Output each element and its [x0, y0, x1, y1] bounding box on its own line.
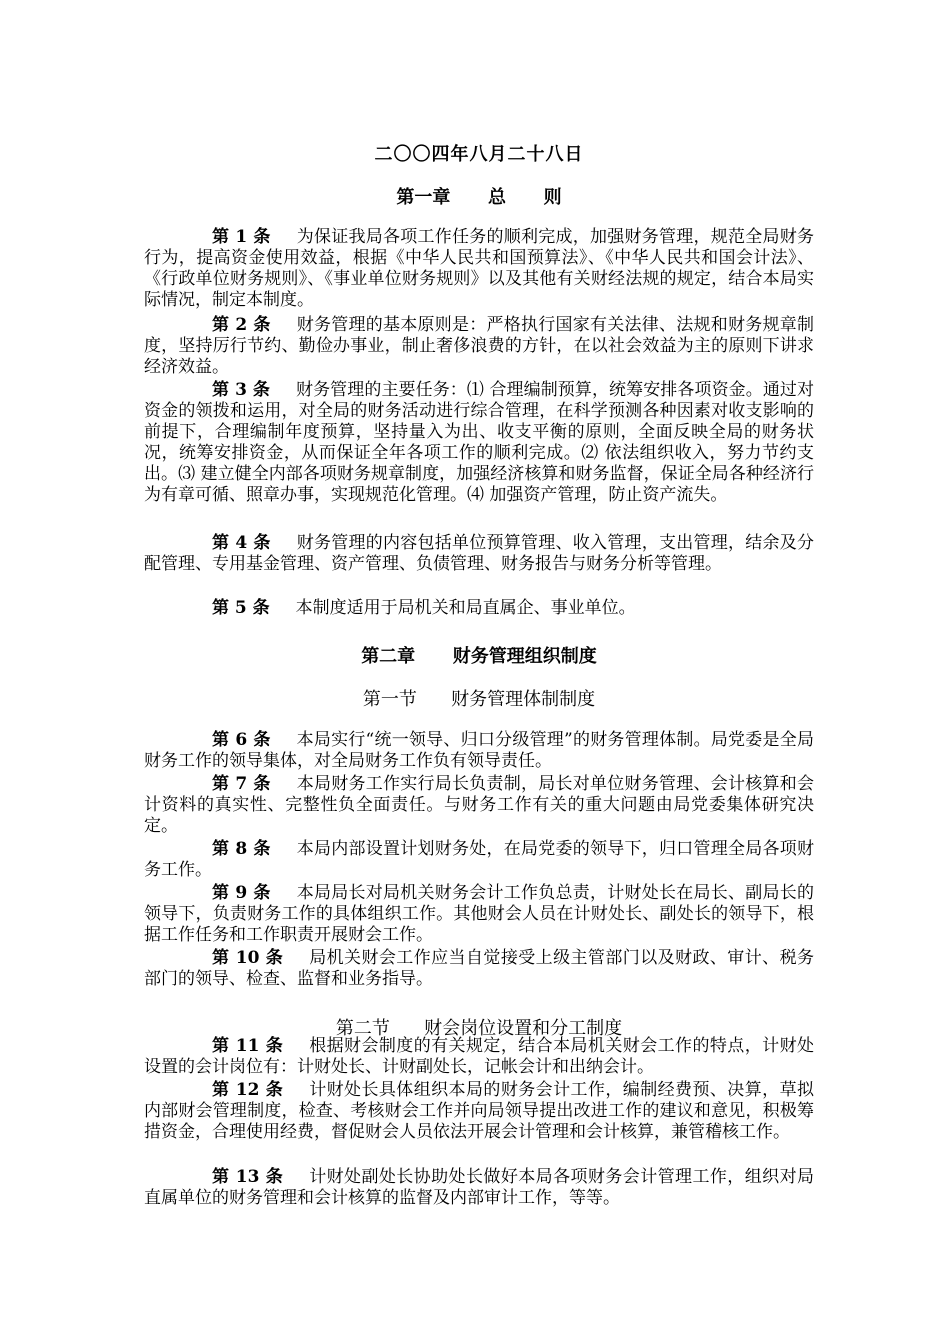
- article-number: 第 10 条: [212, 948, 284, 968]
- article-8: [144, 839, 814, 881]
- article-1: [144, 227, 814, 311]
- article-text: 计财处长具体组织本局的财务会计工作，编制经费预、决算，草拟内部财会管理制度，检查、考核财会工作并向局领导提出改进工作的建议和意见，积极筹措资金，合理使用经费，督促财会人员依法开展会计管理和会计核算，兼管稽核工作。: [144, 1080, 814, 1142]
- chapter-1-title: 第一章 总 则: [396, 187, 562, 208]
- article-7: [144, 774, 814, 837]
- article-4: [144, 533, 814, 575]
- article-13: [144, 1167, 814, 1209]
- article-number: 第 13 条: [212, 1167, 284, 1187]
- article-number: 第 3 条: [212, 380, 271, 400]
- article-number: 第 5 条: [212, 598, 270, 618]
- document-date: 二〇〇四年八月二十八日: [374, 144, 584, 165]
- article-text: 根据财会制度的有关规定，结合本局机关财会工作的特点，计财处设置的会计岗位有：计财处长、计财副处长，记帐会计和出纳会计。: [144, 1036, 814, 1077]
- article-text: 本局财务工作实行局长负责制，局长对单位财务管理、会计核算和会计资料的真实性、完整性负全面责任。与财务工作有关的重大问题由局党委集体研究决定。: [144, 774, 815, 836]
- section-1-title: 第一节 财务管理体制制度: [362, 689, 596, 710]
- article-number: 第 12 条: [212, 1080, 284, 1100]
- article-text: 财务管理的基本原则是：严格执行国家有关法律、法规和财务规章制度，坚持厉行节约、勤俭办事业，制止奢侈浪费的方针，在以社会效益为主的原则下讲求经济效益。: [144, 315, 815, 377]
- article-text: 计财处副处长协助处长做好本局各项财务会计管理工作，组织对局直属单位的财务管理和会计核算的监督及内部审计工作，等等。: [144, 1167, 814, 1208]
- article-6: [144, 730, 814, 772]
- article-3: [144, 380, 814, 506]
- article-11: [144, 1036, 814, 1078]
- article-10: [144, 948, 814, 990]
- article-text: 本局局长对局机关财务会计工作负总责，计财处长在局长、副局长的领导下，负责财务工作的具体组织工作。其他财会人员在计财处长、副处长的领导下，根据工作任务和工作职责开展财会工作。: [144, 883, 815, 945]
- article-text: 本制度适用于局机关和局直属企、事业单位。: [295, 598, 636, 618]
- article-number: 第 1 条: [212, 227, 271, 247]
- article-text: 为保证我局各项工作任务的顺利完成，加强财务管理，规范全局财务行为，提高资金使用效益，根据《中华人民共和国预算法》、《中华人民共和国会计法》、《行政单位财务规则》、《事业单位财务规则》以及其他有关财经法规的规定，结合本局实际情况，制定本制度。: [144, 227, 815, 310]
- article-number: 第 2 条: [212, 315, 271, 335]
- article-number: 第 6 条: [212, 730, 271, 750]
- article-9: [144, 883, 814, 946]
- article-number: 第 7 条: [212, 774, 271, 794]
- article-number: 第 11 条: [212, 1036, 284, 1056]
- article-text: 本局实行“统一领导、归口分级管理”的财务管理体制。局党委是全局财务工作的领导集体，对全局财务工作负有领导责任。: [144, 730, 814, 771]
- article-text: 局机关财会工作应当自觉接受上级主管部门以及财政、审计、税务部门的领导、检查、监督和业务指导。: [144, 948, 814, 989]
- article-number: 第 9 条: [212, 883, 271, 903]
- article-number: 第 8 条: [212, 839, 271, 859]
- article-text: 本局内部设置计划财务处，在局党委的领导下，归口管理全局各项财务工作。: [144, 839, 815, 880]
- article-text: 财务管理的主要任务：⑴ 合理编制预算，统筹安排各项资金。通过对资金的领拨和运用，对全局的财务活动进行综合管理，在科学预测各种因素对收支影响的前提下，合理编制年度预算，坚持量入为出、收支平衡的原则，全面反映全局的财务状况，统筹安排资金，从而保证全年各项工作的顺利完成。⑵ 依法组织收入，努力节约支出。⑶ 建立健全内部各项财务规章制度，加强经济核算和财务监督，保证全局各种经济行为有章可循、照章办事，实现规范化管理。⑷ 加强资产管理，防止资产流失。: [144, 380, 814, 505]
- article-2: [144, 315, 814, 378]
- chapter-2-title: 第二章 财务管理组织制度: [361, 646, 597, 667]
- article-number: 第 4 条: [212, 533, 271, 553]
- section-2-title: 第二节 财会岗位设置和分工制度: [335, 1018, 623, 1039]
- article-12: [144, 1080, 814, 1143]
- article-5: [144, 598, 814, 619]
- article-text: 财务管理的内容包括单位预算管理、收入管理，支出管理，结余及分配管理、专用基金管理、资产管理、负债管理、财务报告与财务分析等管理。: [144, 533, 815, 574]
